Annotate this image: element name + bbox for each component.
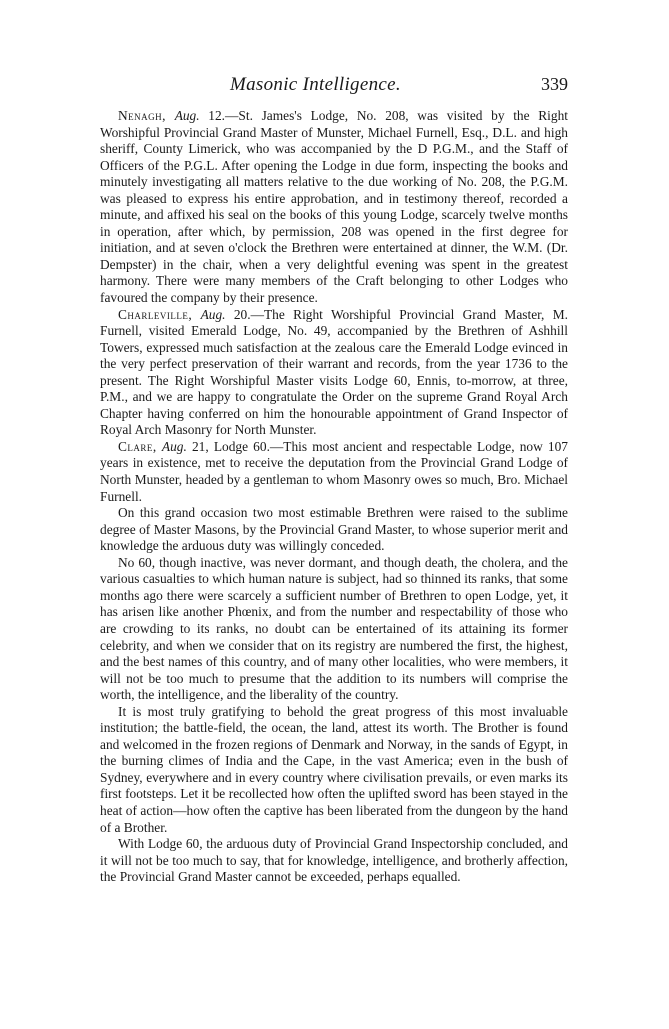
paragraph-text: 21, Lodge 60.—This most ancient and respectable Lodge, now 107 years in existence, met to receive the deputation from the Provincial Grand Lodge of North Munster, headed by a gentleman to whom Masonry owes so much, Bro. Michael Furnell. xyxy=(100,438,568,504)
paragraph-text: It is most truly gratifying to behold the great progress of this most invaluable institution; the battle-field, the ocean, the land, attest its worth. The Brother is found and welcomed in the frozen regions of Denmark and Norway, in the sands of Egypt, in the burning climes of India and the Cape, in the vast America; even in the bush of Sydney, everywhere and in every country where civilisation prevails, or even marks its first footsteps. Let it be recollected how often the uplifted sword has been stayed in the heat of action—how often the captive has been liberated from the dungeon by the hand of a Brother. xyxy=(100,703,568,835)
running-head: Masonic Intelligence. xyxy=(230,74,401,95)
paragraph-conclusion xyxy=(100,836,568,886)
page-number: 339 xyxy=(541,74,568,94)
article-body xyxy=(100,108,568,886)
page xyxy=(100,74,568,886)
paragraph-clare xyxy=(100,439,568,505)
place-name: Nenagh, xyxy=(118,108,167,123)
paragraph-charleville xyxy=(100,307,568,439)
date-label: Aug. xyxy=(200,306,226,322)
place-name: Clare, xyxy=(118,438,157,454)
date-label: Aug. xyxy=(174,108,200,123)
paragraph-text: On this grand occasion two most estimable Brethren were raised to the sublime degree of Master Masons, by the Provincial Grand Master, to whose superior merit and knowledge the arduous duty was willingly conceded. xyxy=(100,505,568,554)
paragraph-lodge-60-history xyxy=(100,555,568,704)
paragraph-nenagh xyxy=(100,108,568,307)
page-header xyxy=(100,74,568,98)
paragraph-text: 12.—St. James's Lodge, No. 208, was visited by the Right Worshipful Provincial Grand Master of Munster, Michael Furnell, Esq., D.L. and high sheriff, County Limerick, who was accompanied by the D P.G.M., and the Staff of Officers of the P.G.L. After opening the Lodge in due form, inspecting the books and minutely investigating all matters relative to the due working of No. 208, the P.G.M. was pleased to express his entire approbation, and in testimony thereof, recorded a minute, and affixed his seal on the books of this young Lodge, scarcely twelve months in operation, after which, by permission, 208 was opened in the first degree for initiation, and at seven o'clock the Brethren were entertained at dinner, the W.M. (Dr. Dempster) in the chair, when a very delightful evening was spent in the greatest harmony. There were many members of the Craft belonging to other Lodges who favoured the company by their presence. xyxy=(100,108,568,306)
paragraph-institution-progress xyxy=(100,704,568,836)
paragraph-grand-occasion xyxy=(100,505,568,555)
place-name: Charleville, xyxy=(118,306,193,322)
date-label: Aug. xyxy=(161,438,187,454)
paragraph-text: 20.—The Right Worshipful Provincial Grand Master, M. Furnell, visited Emerald Lodge, No. 49, accompanied by the Brethren of Ashhill Towers, expressed much satisfaction at the zealous care the Emerald Lodge evinced in the very perfect preservation of their warrant and records, from the year 1736 to the present. The Right Worshipful Master visits Lodge 60, Ennis, to-morrow, at three, P.M., and we are happy to congratulate the Order on the supreme Grand Royal Arch Chapter having conferred on him the honourable appointment of Grand Inspector of Royal Arch Masonry for North Munster. xyxy=(100,306,568,438)
paragraph-text: No 60, though inactive, was never dormant, and though death, the cholera, and the various casualties to which human nature is subject, had so thinned its ranks, that some months ago there were scarcely a sufficient number of Brethren to open Lodge, yet, it has arisen like another Phœnix, and from the number and respectability of those who are crowding to its ranks, no doubt can be entertained of its attaining its former celebrity, and when we consider that on its registry are numbered the first, the highest, and the best names of this country, and of many other localities, who were members, it will not be too much to presume that the addition to its numbers will comprise the worth, the intelligence, and the liberality of the country. xyxy=(100,554,568,703)
paragraph-text: With Lodge 60, the arduous duty of Provincial Grand Inspectorship concluded, and it will not be too much to say, that for knowledge, intelligence, and brotherly affection, the Provincial Grand Master cannot be exceeded, perhaps equalled. xyxy=(100,836,568,885)
